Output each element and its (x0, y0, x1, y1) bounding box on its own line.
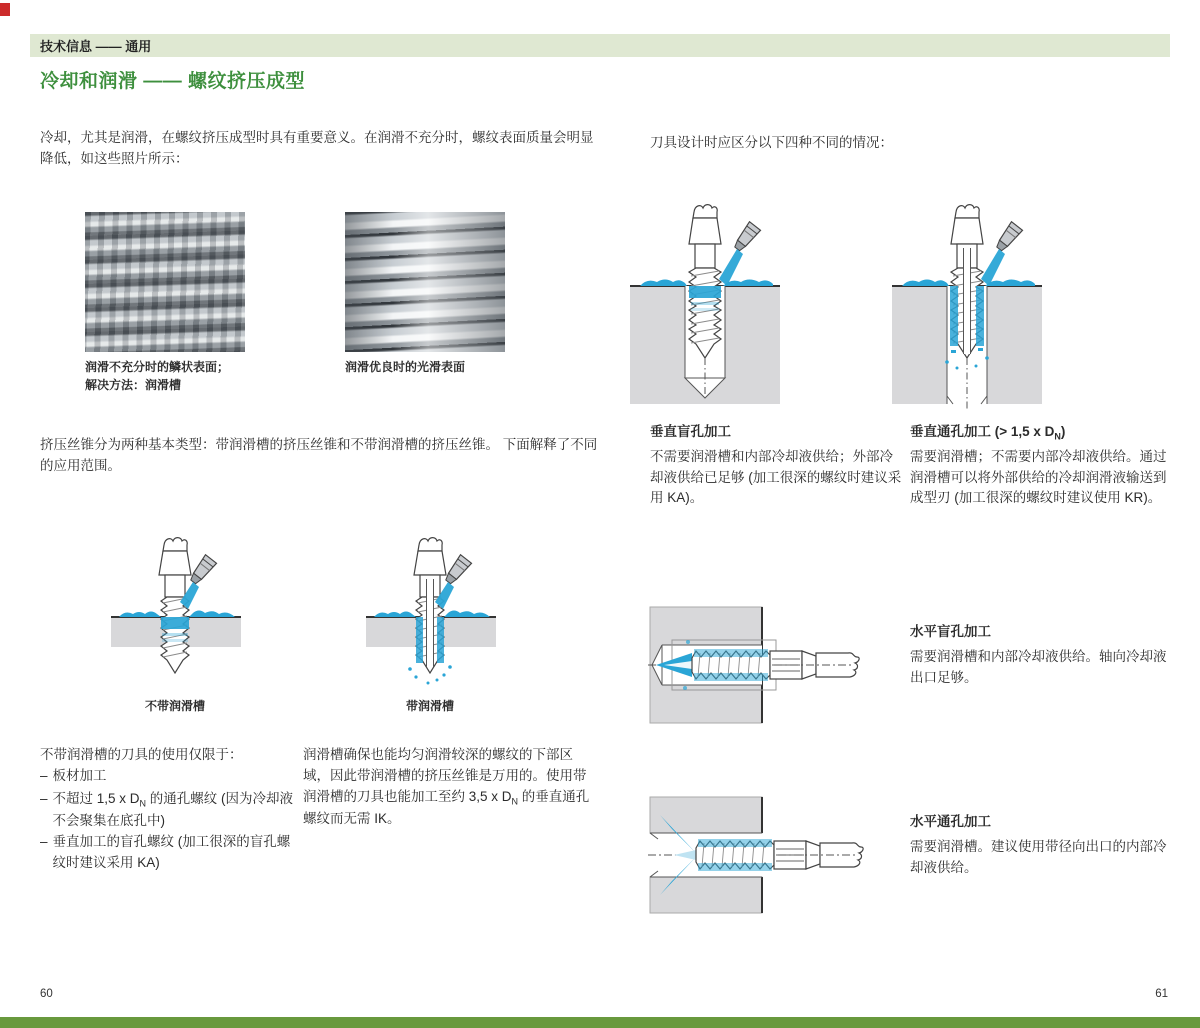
tap-types-paragraph: 挤压丝锥分为两种基本类型：带润滑槽的挤压丝锥和不带润滑槽的挤压丝锥。 下面解释了不同的应用范围。 (40, 437, 598, 473)
thread-photo-scaly (85, 212, 245, 352)
tap-without-grooves-diagram (85, 533, 265, 698)
case-horizontal-blind: 水平盲孔加工 需要润滑槽和内部冷却液供给。轴向冷却液出口足够。 (910, 624, 1167, 685)
tap-with-grooves-diagram (340, 533, 520, 698)
horizontal-blind-hole-diagram (648, 605, 878, 725)
tap-caption-with-grooves: 带润滑槽 (405, 699, 454, 713)
case-horizontal-through: 水平通孔加工 需要润滑槽。建议使用带径向出口的内部冷却液供给。 (910, 814, 1167, 875)
section-header-label: 技术信息 —— 通用 (40, 39, 152, 54)
thread-photo-smooth (345, 212, 505, 352)
coolant-nozzle-icon (732, 222, 761, 253)
left-intro-paragraph: 冷却，尤其是润滑，在螺纹挤压成型时具有重要意义。在润滑不充分时，螺纹表面质量会明显降低，如这些照片所示： (40, 130, 594, 166)
page-number-right: 61 (1155, 988, 1168, 1000)
page-title: 冷却和润滑 —— 螺纹挤压成型 (40, 71, 306, 92)
horizontal-through-hole-diagram (648, 795, 878, 915)
coolant-nozzle-icon (188, 555, 217, 586)
coolant-nozzle-icon (994, 222, 1023, 253)
usage-restrictions-list (40, 745, 298, 876)
list-item: – 垂直加工的盲孔螺纹 (加工很深的盲孔螺纹时建议采用 KA) (40, 834, 291, 871)
photo-caption-smooth: 润滑优良时的光滑表面 (345, 360, 466, 374)
vertical-through-hole-diagram (877, 198, 1077, 413)
page-number-left: 60 (40, 988, 53, 1000)
photo-caption-scaly: 润滑不充分时的鳞状表面； 解决方法：润滑槽 (85, 360, 230, 392)
right-intro-paragraph: 刀具设计时应区分以下四种不同的情况： (650, 135, 893, 150)
case-vertical-blind: 垂直盲孔加工 不需要润滑槽和内部冷却液供给；外部冷却液供给已足够 (加工很深的螺纹时建议采用 KA)。 (650, 424, 902, 506)
tap-caption-without-grooves: 不带润滑槽 (144, 699, 205, 713)
groove-benefit-paragraph: 润滑槽确保也能均匀润滑较深的螺纹的下部区域，因此带润滑槽的挤压丝锥是万用的。使用带润滑槽的刀具也能加工至约 3,5 x $D_N$ 的垂直通孔螺纹而无需 IK。 (303, 747, 590, 827)
list-item: – 不超过 1,5 x $D_N$ 的通孔螺纹 (因为冷却液不会聚集在底孔中) (40, 790, 294, 829)
footer-bar (0, 1017, 1200, 1028)
vertical-blind-hole-diagram (615, 198, 815, 413)
section-header-bar (30, 34, 1170, 57)
coolant-nozzle-icon (443, 555, 472, 586)
list-item: – 板材加工 (40, 767, 107, 783)
case-vertical-through: 垂直通孔加工 (> 1,5 x $D_N$) 需要润滑槽；不需要内部冷却液供给。通过润滑槽可以将外部供给的冷却润滑液输送到成型刃 (加工很深的螺纹时建议使用 KR)。 (910, 424, 1167, 506)
corner-red-mark (0, 3, 10, 16)
usage-list-title: 不带润滑槽的刀具的使用仅限于： (40, 747, 243, 762)
